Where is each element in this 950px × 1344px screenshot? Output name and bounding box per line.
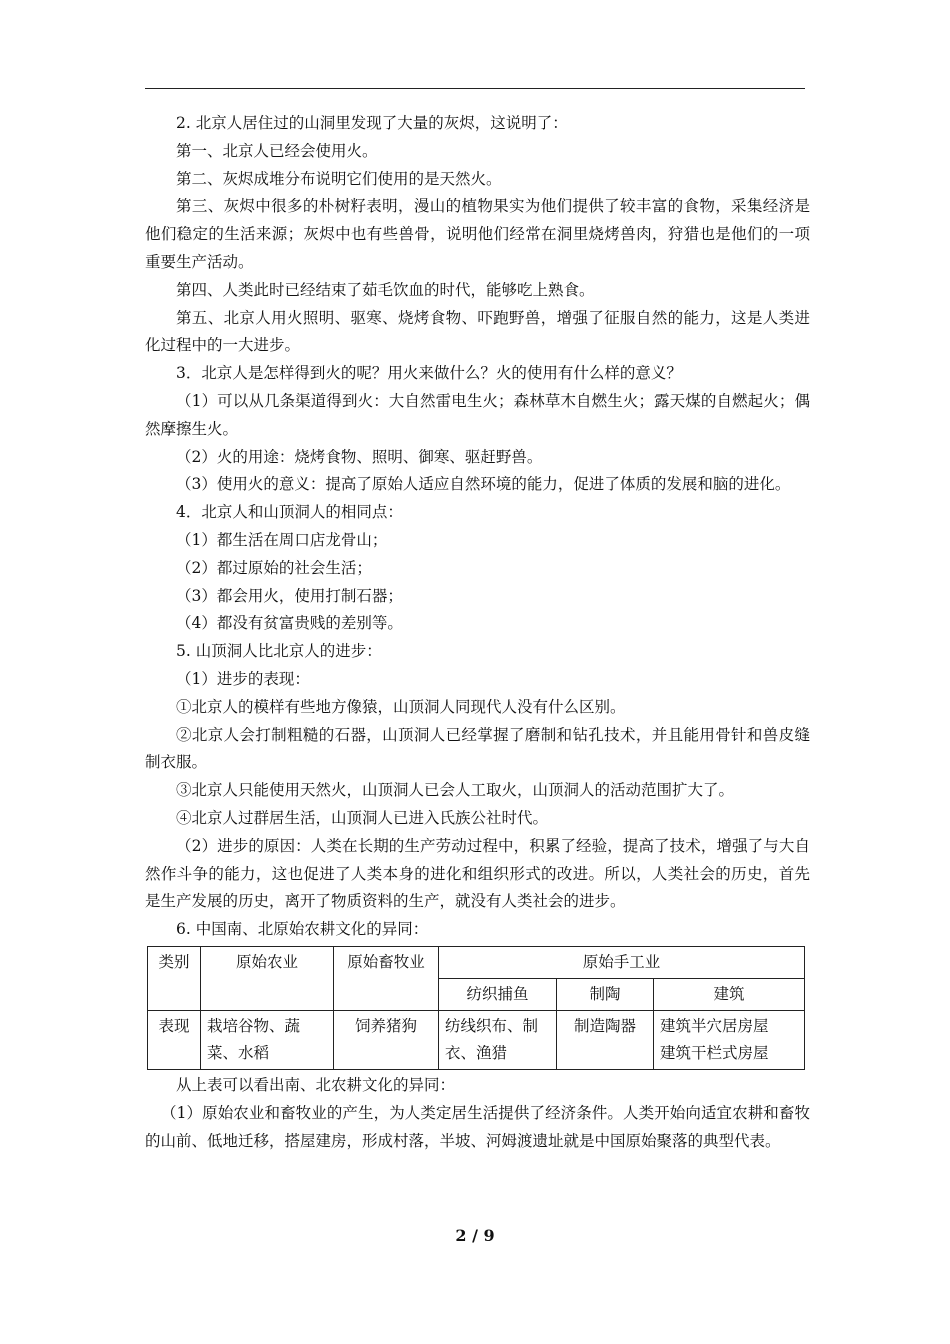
- paragraph: （1）都生活在周口店龙骨山；: [176, 530, 388, 549]
- table-header-cell: 制陶: [557, 978, 654, 1010]
- paragraph: 第一、北京人已经会使用火。: [176, 141, 378, 160]
- paragraph: （2）火的用途：烧烤食物、照明、御寒、驱赶野兽。: [176, 447, 543, 466]
- paragraph: ①北京人的模样有些地方像猿，山顶洞人同现代人没有什么区别。: [176, 697, 626, 716]
- table-row: [148, 1010, 805, 1069]
- paragraph: 4．北京人和山顶洞人的相同点：: [176, 503, 403, 522]
- paragraph: （3）使用火的意义：提高了原始人适应自然环境的能力，促进了体质的发展和脑的进化。: [176, 475, 791, 494]
- table-cell: 栽培谷物、蔬菜、水稻: [201, 1010, 334, 1069]
- table-header-row: [148, 946, 805, 978]
- paragraph: ②北京人会打制粗糙的石器，山顶洞人已经掌握了磨制和钻孔技术，并且能用骨针和兽皮缝制衣服。: [145, 725, 810, 772]
- paragraph: （1）可以从几条渠道得到火：大自然雷电生火；森林草木自燃生火；露天煤的自燃起火；偶然摩擦生火。: [145, 391, 810, 438]
- paragraph: ③北京人只能使用天然火，山顶洞人已会人工取火，山顶洞人的活动范围扩大了。: [176, 781, 735, 800]
- paragraph: 从上表可以看出南、北农耕文化的异同：: [176, 1075, 456, 1094]
- table-cell: 纺线织布、制衣、渔猎: [439, 1010, 557, 1069]
- paragraph: 2. 北京人居住过的山洞里发现了大量的灰烬，这说明了：: [176, 114, 568, 132]
- table-header-cell: 类别: [148, 946, 201, 1010]
- table-cell-line: 建筑干栏式房屋: [660, 1043, 769, 1062]
- table-header-cell: 原始手工业: [439, 946, 805, 978]
- paragraph: （1）进步的表现：: [176, 669, 310, 688]
- table-header-cell: 建筑: [654, 978, 805, 1010]
- table-header-cell: 原始畜牧业: [334, 946, 439, 1010]
- header-rule: [145, 88, 805, 89]
- paragraph: 第五、北京人用火照明、驱寒、烧烤食物、吓跑野兽，增强了征服自然的能力，这是人类进化过程中的一大进步。: [145, 308, 810, 355]
- table-cell: [654, 1010, 805, 1069]
- paragraph: （2）进步的原因：人类在长期的生产劳动过程中，积累了经验，提高了技术，增强了与大自然作斗争的能力，这也促进了人类本身的进化和组织形式的改进。所以，人类社会的历史，首先是生产发展的历史，离开了物质资料的生产，就没有人类社会的进步。: [145, 836, 810, 911]
- table-cell: 制造陶器: [557, 1010, 654, 1069]
- paragraph: 3．北京人是怎样得到火的呢？用火来做什么？火的使用有什么样的意义？: [176, 364, 682, 383]
- page-number: 2 / 9: [455, 1226, 495, 1245]
- table-cell-line: 建筑半穴居房屋: [660, 1016, 769, 1035]
- table-cell: 饲养猪狗: [334, 1010, 439, 1069]
- paragraph: 第三、灰烬中很多的朴树籽表明，漫山的植物果实为他们提供了较丰富的食物，采集经济是他们稳定的生活来源；灰烬中也有些兽骨，说明他们经常在洞里烧烤兽肉，狩猎也是他们的一项重要生产活动。: [145, 197, 810, 271]
- table-header-cell: 纺织捕鱼: [439, 978, 557, 1010]
- paragraph: （3）都会用火，使用打制石器；: [176, 586, 403, 605]
- table-cell: 表现: [148, 1010, 201, 1069]
- paragraph: （1）原始农业和畜牧业的产生，为人类定居生活提供了经济条件。人类开始向适宜农耕和畜牧的山前、低地迁移，搭屋建房，形成村落，半坡、河姆渡遗址就是中国原始聚落的典型代表。: [145, 1103, 810, 1150]
- comparison-table: [147, 946, 805, 1070]
- document-body: [145, 110, 810, 1155]
- paragraph: 6. 中国南、北原始农耕文化的异同：: [176, 920, 429, 939]
- paragraph: 第二、灰烬成堆分布说明它们使用的是天然火。: [176, 169, 502, 188]
- paragraph: （4）都没有贫富贵贱的差别等。: [176, 614, 403, 633]
- paragraph: 第四、人类此时已经结束了茹毛饮血的时代，能够吃上熟食。: [176, 280, 595, 299]
- paragraph: （2）都过原始的社会生活；: [176, 558, 372, 577]
- table-header-cell: 原始农业: [201, 946, 334, 1010]
- paragraph: ④北京人过群居生活，山顶洞人已进入氏族公社时代。: [176, 808, 549, 827]
- paragraph: 5. 山顶洞人比北京人的进步：: [176, 642, 382, 661]
